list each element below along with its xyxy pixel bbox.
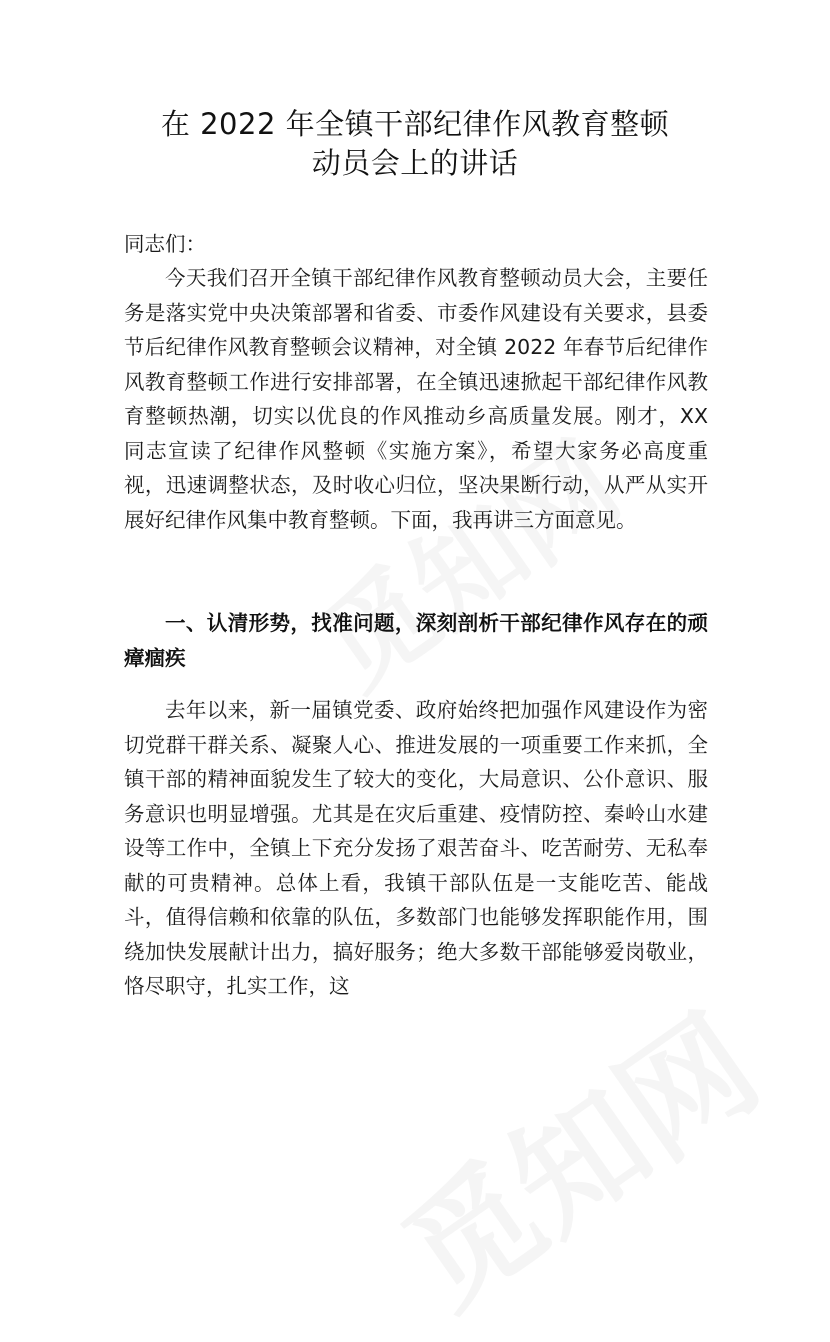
paragraph-opening: 今天我们召开全镇干部纪律作风教育整顿动员大会，主要任务是落实党中央决策部署和省委、市委作风建设有关要求，县委节后纪律作风教育整顿会议精神，对全镇 2022 年春节后纪律作风教育整顿工作进行安排部署，在全镇迅速掀起干部纪律作风教育整顿热潮，切实以优良的作风推动乡高质量发展。刚才，XX 同志宣读了纪律作风整顿《实施方案》，希望大家务必高度重视，迅速调整状态，及时收心归位，坚决果断行动，从严从实开展好纪律作风集中教育整顿。下面，我再讲三方面意见。 (124, 266, 708, 532)
paragraph-section-1: 去年以来，新一届镇党委、政府始终把加强作风建设作为密切党群干群关系、凝聚人心、推进发展的一项重要工作来抓，全镇干部的精神面貌发生了较大的变化，大局意识、公仆意识、服务意识也明显增强。尤其是在灾后重建、疫情防控、秦岭山水建设等工作中，全镇上下充分发扬了艰苦奋斗、吃苦耐劳、无私奉献的可贵精神。总体上看，我镇干部队伍是一支能吃苦、能战斗，值得信赖和依靠的队伍，多数部门也能够发挥职能作用，围绕加快发展献计出力，搞好服务；绝大多数干部能够爱岗敬业，恪尽职守，扎实工作，这 (124, 698, 708, 998)
document-title-line-1: 在 2022 年全镇干部纪律作风教育整顿 (160, 107, 670, 141)
watermark (362, 965, 789, 1342)
document-title-line-2: 动员会上的讲话 (311, 146, 519, 180)
salutation: 同志们： (124, 232, 206, 256)
section-heading-1: 一、认清形势，找准问题，深刻剖析干部纪律作风存在的顽瘴痼疾 (124, 611, 708, 670)
